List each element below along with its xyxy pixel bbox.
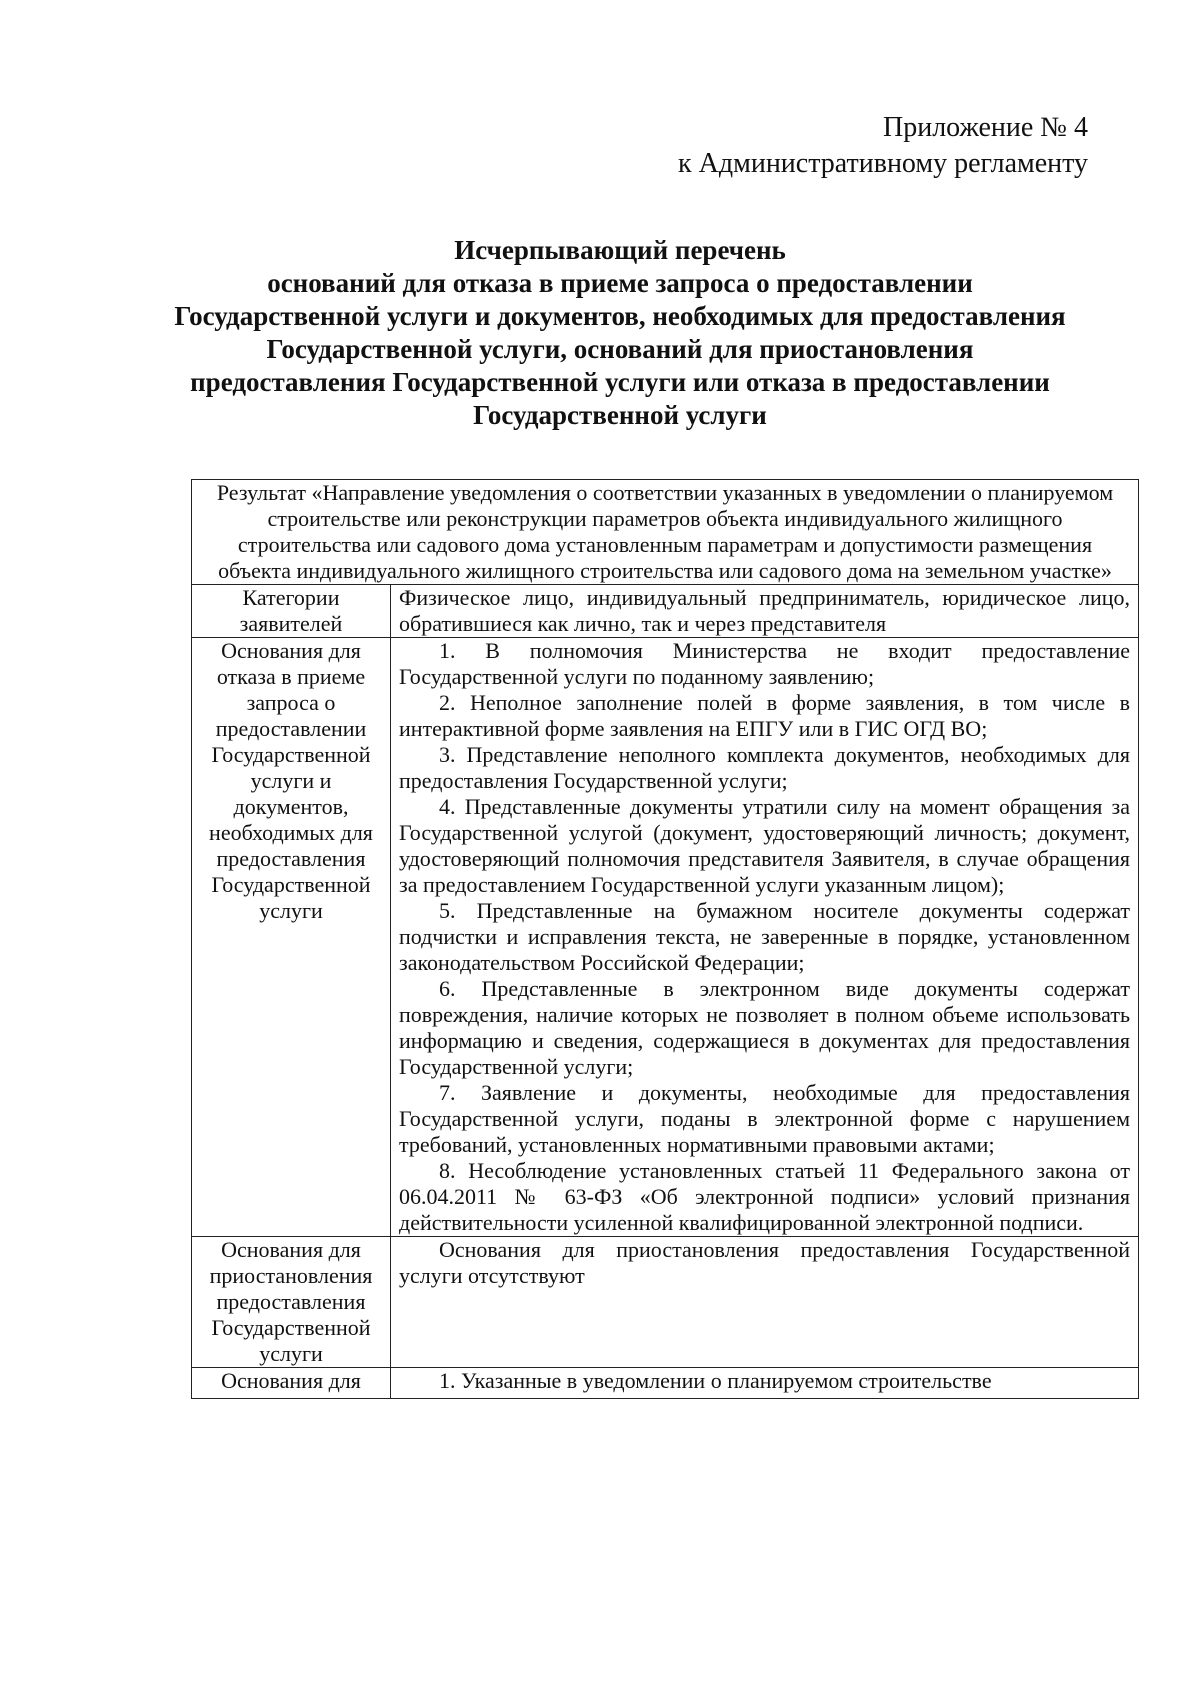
content-paragraph: Физическое лицо, индивидуальный предприниматель, юридическое лицо, обратившиеся как лично, так и через представителя [399,585,1130,636]
result-row [192,480,1139,585]
content-paragraph: Основания для приостановления предоставления Государственной услуги отсутствуют [399,1237,1130,1288]
label-line: Основания для [221,638,361,663]
label-line: Категории [242,585,340,610]
category-label-cell [192,1368,391,1399]
label-line: Основания для [221,1368,361,1393]
label-line: приостановления [209,1263,373,1288]
title-line: предоставления Государственной услуги или отказа в предоставлении [190,367,1050,397]
content-paragraph: 3. Представление неполного комплекта документов, необходимых для предоставления Государственной услуги; [399,742,1130,793]
label-line: Государственной [211,742,371,767]
appendix-number: Приложение № 4 [883,112,1088,143]
category-label-cell [192,638,391,1237]
content-paragraph: 2. Неполное заполнение полей в форме заявления, в том числе в интерактивной форме заявления на ЕПГУ или в ГИС ОГД ВО; [399,690,1130,741]
appendix-reference: к Административному регламенту [678,148,1088,179]
grounds-table [191,479,1139,1399]
content-cell [391,638,1139,1237]
label-line: заявителей [239,611,343,636]
title-line: Государственной услуги [473,400,767,430]
table-row [192,1368,1139,1399]
content-paragraph: 6. Представленные в электронном виде документы содержат повреждения, наличие которых не позволяет в полном объеме использовать информацию и сведения, содержащиеся в документах для предоставления Государственной услуги; [399,976,1130,1079]
content-paragraph: 5. Представленные на бумажном носителе документы содержат подчистки и исправления текста, не заверенные в порядке, установленном законодательством Российской Федерации; [399,898,1130,975]
content-paragraph: 8. Несоблюдение установленных статьей 11 Федерального закона от 06.04.2011 № 63-ФЗ «Об электронной подписи» условий признания действительности усиленной квалифицированной электронной подписи. [399,1158,1130,1235]
result-cell: Результат «Направление уведомления о соответствии указанных в уведомлении о планируемом строительстве или реконструкции параметров объекта индивидуального жилищного строительства или садового дома установленным параметрам и допустимости размещения объекта индивидуального жилищного строительства или садового дома на земельном участке» [192,480,1139,585]
content-paragraph: 4. Представленные документы утратили силу на момент обращения за Государственной услугой (документ, удостоверяющий личность; документ, удостоверяющий полномочия представителя Заявителя, в случае обращения за предоставлением Государственной услуги указанным лицом); [399,794,1130,897]
title-line: Исчерпывающий перечень [454,235,786,265]
label-line: отказа в приеме [216,664,366,689]
content-paragraph: 7. Заявление и документы, необходимые для предоставления Государственной услуги, поданы в электронной форме с нарушением требований, установленных нормативными правовыми актами; [399,1080,1130,1157]
content-cell [391,585,1139,638]
label-line: услуги и [250,768,332,793]
table-row [192,585,1139,638]
label-line: услуги [259,1341,323,1366]
category-label-cell [192,585,391,638]
table-row [192,638,1139,1237]
label-line: документов, [233,794,349,819]
title-line: Государственной услуги и документов, необходимых для предоставления [174,301,1066,331]
label-line: предоставления [216,1289,366,1314]
content-paragraph: 1. Указанные в уведомлении о планируемом строительстве [439,1368,992,1393]
content-cell [391,1237,1139,1368]
content-cell [391,1368,1139,1399]
label-line: услуги [259,898,323,923]
table-row [192,1237,1139,1368]
content-paragraph: 1. В полномочия Министерства не входит предоставление Государственной услуги по поданному заявлению; [399,638,1130,689]
label-line: запроса о [246,690,336,715]
document-title [160,234,1080,432]
label-line: предоставления [216,846,366,871]
title-line: оснований для отказа в приеме запроса о предоставлении [267,268,973,298]
appendix-header [678,110,1088,182]
category-label-cell [192,1237,391,1368]
label-line: Основания для [221,1237,361,1262]
label-line: необходимых для [209,820,373,845]
title-line: Государственной услуги, оснований для приостановления [266,334,974,364]
label-line: Государственной [211,1315,371,1340]
label-line: предоставлении [215,716,367,741]
label-line: Государственной [211,872,371,897]
